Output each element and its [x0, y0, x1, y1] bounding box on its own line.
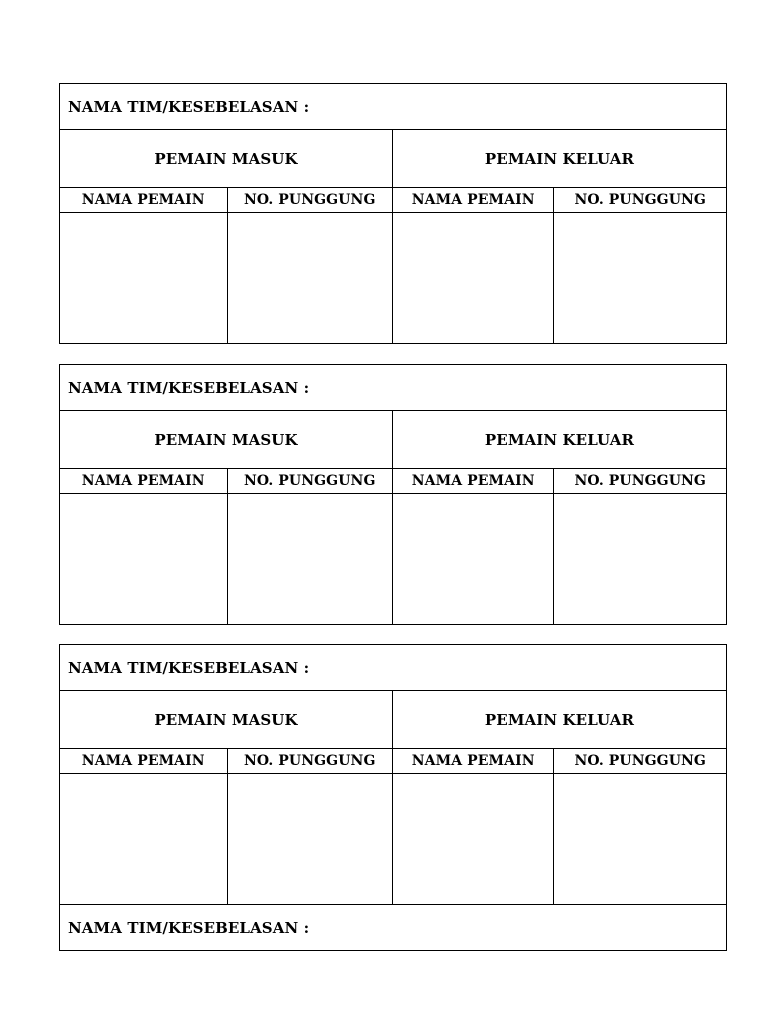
out-jersey-number-header: NO. PUNGGUNG — [554, 188, 727, 213]
out-player-name-header: NAMA PEMAIN — [392, 749, 553, 774]
players-in-header: PEMAIN MASUK — [60, 691, 393, 749]
players-out-header: PEMAIN KELUAR — [392, 411, 726, 469]
in-player-name-field[interactable] — [60, 774, 228, 905]
in-player-name-header: NAMA PEMAIN — [60, 469, 228, 494]
out-jersey-number-field[interactable] — [554, 774, 727, 905]
out-player-name-field[interactable] — [392, 494, 553, 625]
in-jersey-number-field[interactable] — [227, 494, 392, 625]
in-player-name-field[interactable] — [60, 494, 228, 625]
players-out-header: PEMAIN KELUAR — [392, 130, 726, 188]
footer-team-name-field[interactable]: NAMA TIM/KESEBELASAN : — [60, 905, 727, 951]
out-player-name-field[interactable] — [392, 213, 553, 344]
substitution-form-2 — [59, 364, 727, 625]
in-jersey-number-field[interactable] — [227, 774, 392, 905]
out-jersey-number-header: NO. PUNGGUNG — [554, 469, 727, 494]
in-player-name-header: NAMA PEMAIN — [60, 188, 228, 213]
out-player-name-field[interactable] — [392, 774, 553, 905]
out-jersey-number-field[interactable] — [554, 494, 727, 625]
team-name-field[interactable]: NAMA TIM/KESEBELASAN : — [60, 365, 727, 411]
players-in-header: PEMAIN MASUK — [60, 411, 393, 469]
substitution-form-3 — [59, 644, 727, 951]
in-player-name-field[interactable] — [60, 213, 228, 344]
in-player-name-header: NAMA PEMAIN — [60, 749, 228, 774]
out-player-name-header: NAMA PEMAIN — [392, 469, 553, 494]
team-name-field[interactable]: NAMA TIM/KESEBELASAN : — [60, 84, 727, 130]
in-jersey-number-field[interactable] — [227, 213, 392, 344]
out-jersey-number-field[interactable] — [554, 213, 727, 344]
in-jersey-number-header: NO. PUNGGUNG — [227, 469, 392, 494]
players-in-header: PEMAIN MASUK — [60, 130, 393, 188]
in-jersey-number-header: NO. PUNGGUNG — [227, 749, 392, 774]
team-name-field[interactable]: NAMA TIM/KESEBELASAN : — [60, 645, 727, 691]
out-player-name-header: NAMA PEMAIN — [392, 188, 553, 213]
substitution-form-1 — [59, 83, 727, 344]
players-out-header: PEMAIN KELUAR — [392, 691, 726, 749]
in-jersey-number-header: NO. PUNGGUNG — [227, 188, 392, 213]
out-jersey-number-header: NO. PUNGGUNG — [554, 749, 727, 774]
